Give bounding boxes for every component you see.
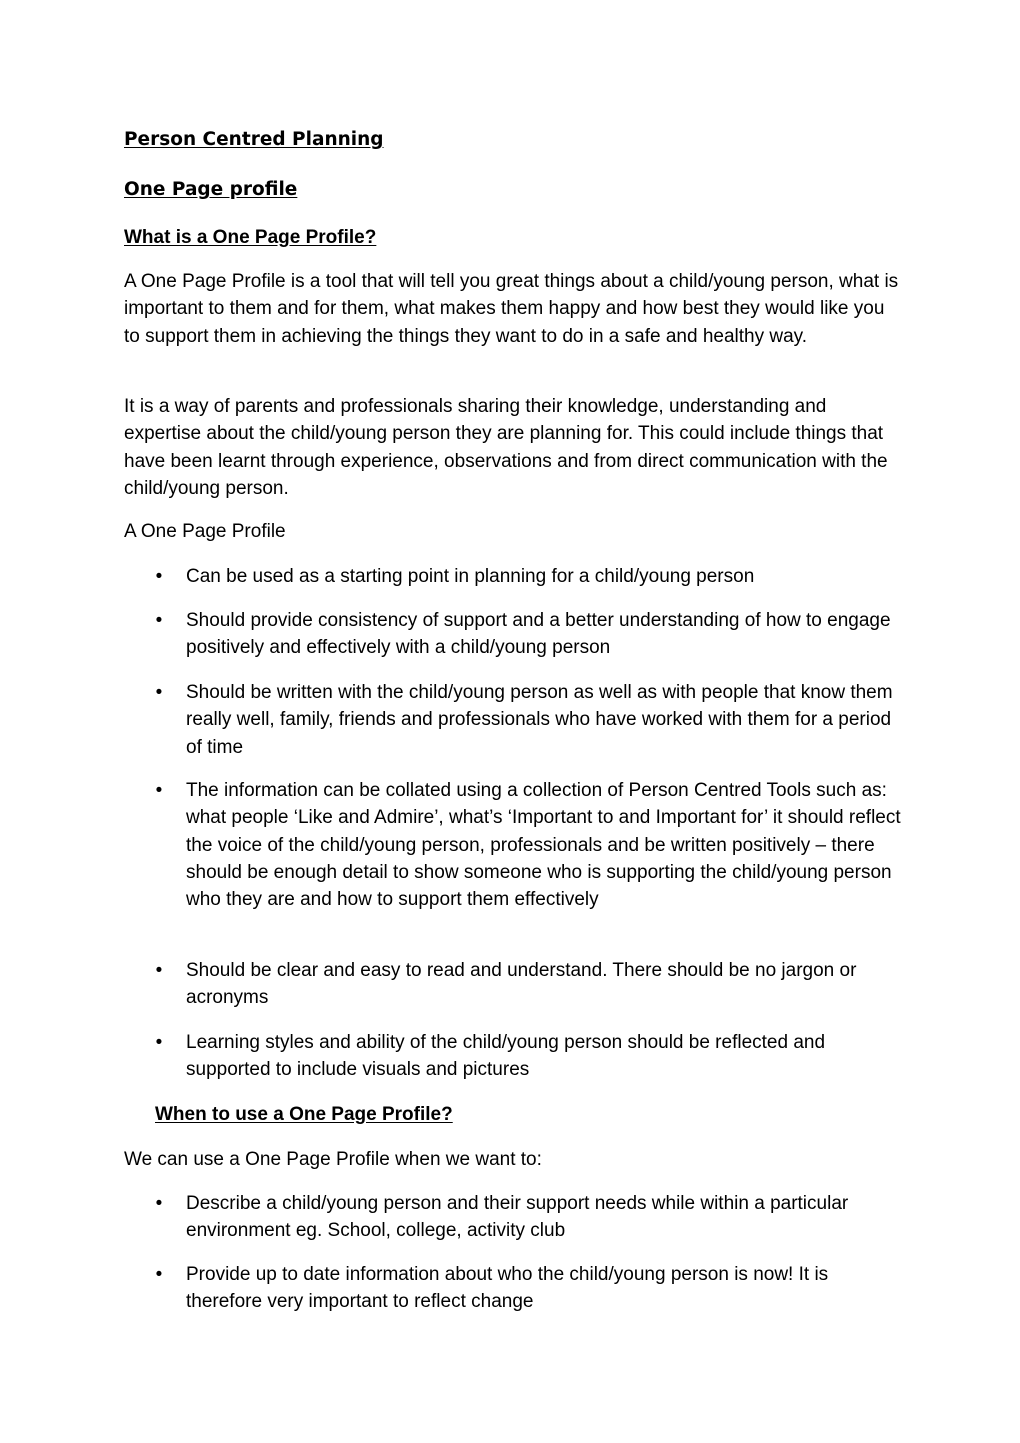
list-item-text: Should provide consistency of support and a better understanding of how to engage positively and effectively with a child/young person — [186, 610, 891, 659]
list-item — [124, 1190, 904, 1245]
paragraph-intro: A One Page Profile is a tool that will tell you great things about a child/young person, what is important to them and for them, what makes them happy and how best they would like you to support them in achieving the things they want to do in a safe and healthy way. — [124, 271, 899, 347]
list-item — [124, 957, 904, 1012]
list-item-text: Should be clear and easy to read and understand. There should be no jargon or acronyms — [186, 960, 857, 1009]
paragraph-sharing: It is a way of parents and professionals sharing their knowledge, understanding and expertise about the child/young person they are planning for. This could include things that have been learnt through experience, observations and from direct communication with the child/young person. — [124, 396, 888, 499]
list-item — [124, 607, 904, 662]
bullet-icon: • — [155, 780, 163, 801]
bullet-icon: • — [155, 1193, 163, 1214]
list-item-text: Learning styles and ability of the child/young person should be reflected and supported to include visuals and pictures — [186, 1032, 826, 1081]
list-item-text: Can be used as a starting point in planning for a child/young person — [186, 566, 755, 587]
list-item — [124, 1029, 904, 1084]
bullet-icon: • — [155, 960, 163, 981]
list-item — [124, 1261, 904, 1316]
list-intro-when: We can use a One Page Profile when we want to: — [124, 1149, 542, 1170]
list-item-text: Describe a child/young person and their support needs while within a particular environment eg. School, college, activity club — [186, 1193, 849, 1242]
list-item — [124, 777, 904, 913]
document-title: Person Centred Planning — [124, 129, 384, 150]
section-heading-when-to-use: When to use a One Page Profile? — [155, 1104, 453, 1125]
document-subtitle: One Page profile — [124, 179, 298, 200]
list-item-text: Provide up to date information about who the child/young person is now! It is therefore very important to reflect change — [186, 1264, 829, 1313]
list-intro-profile: A One Page Profile — [124, 521, 286, 542]
list-item-text: Should be written with the child/young person as well as with people that know them really well, family, friends and professionals who have worked with them for a period of time — [186, 682, 893, 758]
bullet-icon: • — [155, 610, 163, 631]
list-item — [124, 679, 904, 761]
bullet-icon: • — [155, 1264, 163, 1285]
list-item — [124, 563, 904, 590]
bullet-icon: • — [155, 1032, 163, 1053]
list-item-text: The information can be collated using a collection of Person Centred Tools such as: what people ‘Like and Admire’, what’s ‘Important to and Important for’ it should reflect the voice of the child/young person, professionals and be written positively – there should be enough detail to show someone who is supporting the child/young person who they are and how to support them effectively — [186, 780, 901, 911]
bullet-icon: • — [155, 682, 163, 703]
section-heading-what-is: What is a One Page Profile? — [124, 227, 377, 248]
bullet-icon: • — [155, 566, 163, 587]
